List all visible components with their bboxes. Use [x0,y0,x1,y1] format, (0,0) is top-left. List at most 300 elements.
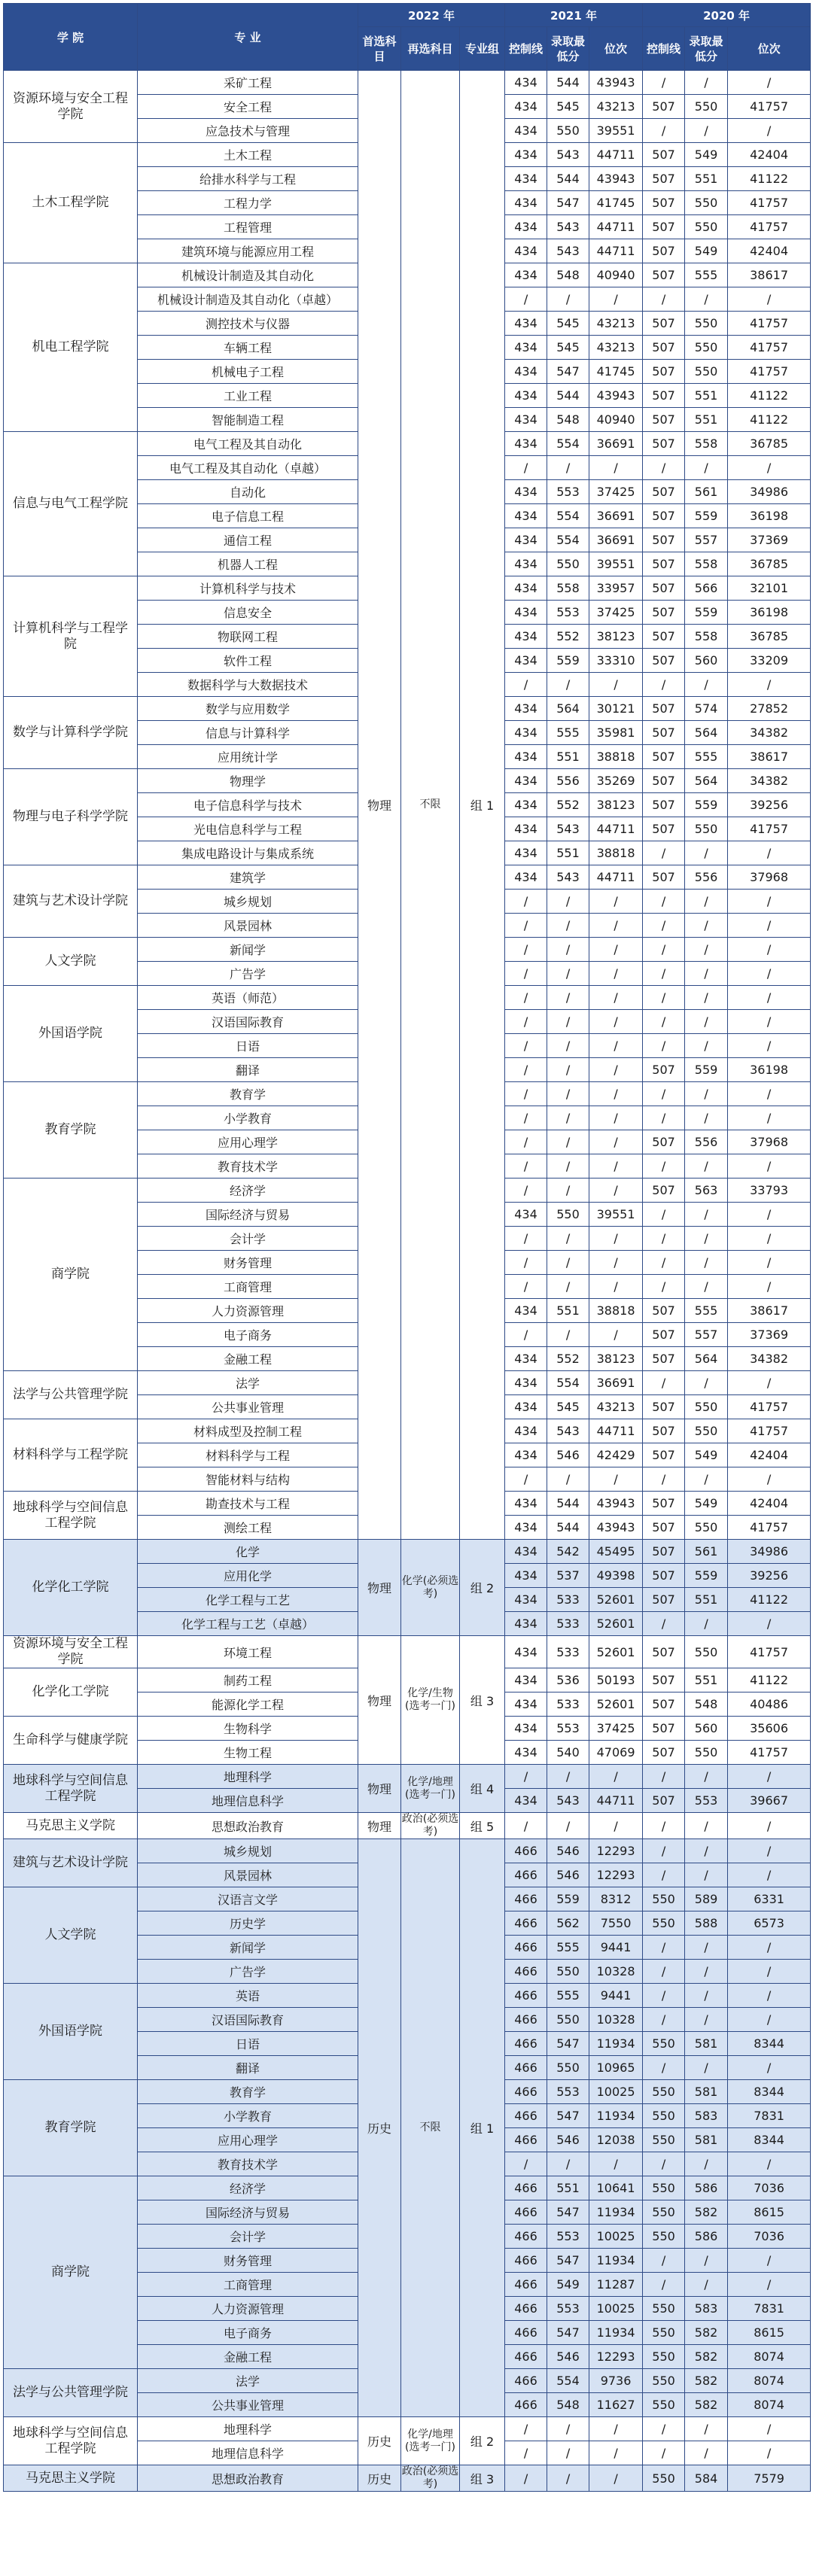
control-line-2021-cell: / [505,1082,547,1106]
rank-2020-cell: 37968 [728,865,811,890]
major-cell: 日语 [138,2032,358,2056]
control-line-2021-cell: / [505,986,547,1010]
college-cell: 教育学院 [4,1082,138,1179]
control-line-2020-cell: / [643,119,685,143]
min-score-2020-cell: / [685,1154,728,1179]
rank-2021-cell: 44711 [589,817,643,841]
rank-2021-cell: 44711 [589,215,643,239]
rank-2020-cell: 36198 [728,504,811,528]
control-line-2020-cell: / [643,1275,685,1299]
control-line-2021-header: 控制线 [505,27,547,71]
min-score-2020-cell: / [685,1203,728,1227]
major-cell: 英语（师范） [138,986,358,1010]
control-line-2021-cell: / [505,1058,547,1082]
rank-2021-cell: 43943 [589,71,643,95]
min-score-2021-cell: 559 [547,1887,589,1911]
rank-2020-cell: 36198 [728,601,811,625]
min-score-2020-cell: 557 [685,528,728,552]
min-score-2020-cell: 559 [685,1564,728,1588]
min-score-2021-cell: 543 [547,215,589,239]
min-score-2021-cell: / [547,2152,589,2176]
reselect-cell: 政治(必须选考) [401,1813,459,1838]
college-cell: 商学院 [4,1179,138,1371]
rank-2020-cell: / [728,1765,811,1789]
control-line-2020-header: 控制线 [643,27,685,71]
major-cell: 广告学 [138,1960,358,1984]
college-header: 学 院 [4,4,138,71]
min-score-2021-cell: 533 [547,1588,589,1612]
min-score-2020-cell: 561 [685,1540,728,1564]
min-score-2020-cell: 564 [685,721,728,745]
college-cell: 法学与公共管理学院 [4,1371,138,1419]
control-line-2021-cell: 466 [505,1887,547,1911]
control-line-2021-cell: 434 [505,143,547,167]
rank-2020-cell: 34986 [728,480,811,504]
min-score-2021-cell: / [547,2441,589,2465]
rank-2021-cell: 44711 [589,865,643,890]
rank-2020-cell: 8074 [728,2369,811,2393]
college-cell: 计算机科学与工程学院 [4,576,138,697]
rank-2021-cell: 47069 [589,1741,643,1765]
min-score-2020-cell: 550 [685,1741,728,1765]
min-score-2020-cell: 583 [685,2104,728,2128]
rank-2020-cell: / [728,1275,811,1299]
min-score-2021-cell: 545 [547,312,589,336]
major-cell: 城乡规划 [138,890,358,914]
major-cell: 小学教育 [138,2104,358,2128]
rank-2020-cell: / [728,287,811,312]
min-score-2020-cell: 583 [685,2297,728,2321]
min-score-2020-cell: 561 [685,480,728,504]
control-line-2020-cell: / [643,2152,685,2176]
rank-2020-cell: 8615 [728,2321,811,2345]
rank-2021-cell: 52601 [589,1636,643,1668]
control-line-2021-cell: / [505,962,547,986]
major-cell: 英语 [138,1984,358,2008]
min-score-2021-cell: 553 [547,2225,589,2249]
major-cell: 化学工程与工艺（卓越） [138,1612,358,1636]
min-score-2020-cell: 550 [685,360,728,384]
first-subject-cell: 历史 [358,1839,401,2417]
min-score-2021-cell: 552 [547,793,589,817]
control-line-2021-cell: 434 [505,1371,547,1395]
control-line-2021-cell: 434 [505,865,547,890]
rank-2021-cell: / [589,1106,643,1130]
control-line-2020-cell: / [643,986,685,1010]
major-cell: 通信工程 [138,528,358,552]
control-line-2021-cell: 466 [505,1839,547,1863]
control-line-2020-cell: / [643,1371,685,1395]
control-line-2021-cell: / [505,1010,547,1034]
control-line-2021-cell: / [505,914,547,938]
control-line-2020-cell: / [643,962,685,986]
major-cell: 人力资源管理 [138,1299,358,1323]
group-cell: 组 1 [460,1839,505,2417]
control-line-2021-cell: 434 [505,1612,547,1636]
first-subject-cell: 物理 [358,1813,401,1839]
min-score-2021-cell: / [547,1467,589,1492]
min-score-2021-cell: 543 [547,239,589,263]
control-line-2021-cell: 434 [505,528,547,552]
control-line-2021-cell: 466 [505,2200,547,2225]
college-cell: 机电工程学院 [4,263,138,432]
rank-2020-cell: / [728,938,811,962]
control-line-2021-cell: 434 [505,191,547,215]
table-row [4,1636,811,1668]
rank-2020-cell: 37968 [728,1130,811,1154]
control-line-2020-cell: 550 [643,2297,685,2321]
rank-2021-cell: 36691 [589,1371,643,1395]
rank-2021-cell: / [589,1813,643,1839]
control-line-2020-cell: / [643,890,685,914]
control-line-2021-cell: 434 [505,1540,547,1564]
min-score-2020-cell: 549 [685,1443,728,1467]
control-line-2020-cell: 550 [643,2032,685,2056]
rank-2020-cell: 7579 [728,2465,811,2492]
major-cell: 地理科学 [138,1765,358,1789]
rank-2021-cell: 11287 [589,2273,643,2297]
control-line-2021-cell: 434 [505,95,547,119]
control-line-2020-cell: / [643,1034,685,1058]
control-line-2021-cell: 434 [505,1419,547,1443]
rank-2021-cell: 10328 [589,2008,643,2032]
table-row [4,1540,811,1564]
control-line-2021-cell: 434 [505,1636,547,1668]
control-line-2020-cell: 507 [643,1323,685,1347]
major-cell: 物理学 [138,769,358,793]
min-score-2021-cell: 550 [547,552,589,576]
control-line-2020-cell: 507 [643,1492,685,1516]
control-line-2021-cell: / [505,1251,547,1275]
college-cell: 马克思主义学院 [4,1813,138,1839]
rank-2021-cell: 36691 [589,432,643,456]
group-header: 专业组 [460,27,505,71]
major-cell: 测绘工程 [138,1516,358,1540]
min-score-2021-cell: 546 [547,1443,589,1467]
control-line-2021-cell: / [505,1154,547,1179]
major-cell: 广告学 [138,962,358,986]
rank-2021-cell: 43943 [589,1492,643,1516]
rank-2020-cell: 39667 [728,1789,811,1813]
min-score-2020-cell: / [685,962,728,986]
rank-2021-cell: 12293 [589,1839,643,1863]
control-line-2020-cell: 507 [643,1692,685,1717]
control-line-2020-cell: 507 [643,697,685,721]
major-cell: 生物科学 [138,1717,358,1741]
control-line-2020-cell: 507 [643,408,685,432]
control-line-2020-cell: 507 [643,625,685,649]
control-line-2020-cell: 507 [643,769,685,793]
min-score-2021-cell: 553 [547,2297,589,2321]
min-score-2021-cell: 546 [547,2345,589,2369]
major-cell: 翻译 [138,1058,358,1082]
college-cell: 人文学院 [4,1887,138,1984]
first-subject-cell: 物理 [358,71,401,1540]
min-score-2020-cell: 574 [685,697,728,721]
control-line-2021-cell: 434 [505,336,547,360]
control-line-2021-cell: 434 [505,1299,547,1323]
min-score-2020-cell: 556 [685,1130,728,1154]
min-score-2020-cell: 586 [685,2176,728,2200]
control-line-2020-cell: 507 [643,432,685,456]
control-line-2020-cell: / [643,2441,685,2465]
control-line-2021-cell: 434 [505,841,547,865]
rank-2021-cell: 43213 [589,1395,643,1419]
rank-2020-cell: / [728,2056,811,2080]
control-line-2020-cell: 550 [643,2080,685,2104]
control-line-2020-cell: 507 [643,312,685,336]
major-cell: 财务管理 [138,2249,358,2273]
rank-2021-cell: 9441 [589,1936,643,1960]
min-score-2021-cell: 555 [547,1984,589,2008]
min-score-2021-cell: / [547,914,589,938]
min-score-2021-cell: 550 [547,1203,589,1227]
control-line-2021-cell: / [505,1034,547,1058]
min-score-2020-cell: 550 [685,1395,728,1419]
rank-2021-cell: 38818 [589,1299,643,1323]
min-score-2021-cell: / [547,962,589,986]
major-cell: 材料成型及控制工程 [138,1419,358,1443]
rank-2021-cell: / [589,962,643,986]
major-cell: 地理信息科学 [138,2441,358,2465]
rank-2020-cell: 41757 [728,1636,811,1668]
control-line-2020-cell: 507 [643,865,685,890]
min-score-2021-cell: 552 [547,1347,589,1371]
rank-2021-cell: 44711 [589,1419,643,1443]
rank-2020-cell: / [728,1082,811,1106]
min-score-2021-cell: / [547,1813,589,1839]
min-score-2021-cell: 550 [547,2056,589,2080]
rank-2020-cell: 6331 [728,1887,811,1911]
control-line-2021-cell: / [505,1323,547,1347]
rank-2020-cell: 8344 [728,2080,811,2104]
control-line-2020-cell: 507 [643,528,685,552]
min-score-2021-cell: 536 [547,1668,589,1692]
min-score-2021-cell: 544 [547,1516,589,1540]
min-score-2021-cell: / [547,986,589,1010]
rank-2021-cell: 52601 [589,1692,643,1717]
rank-2021-cell: 11934 [589,2032,643,2056]
control-line-2021-cell: 434 [505,480,547,504]
major-cell: 金融工程 [138,2345,358,2369]
min-score-2021-cell: 553 [547,480,589,504]
rank-2020-cell: 7036 [728,2176,811,2200]
college-cell: 信息与电气工程学院 [4,432,138,576]
year-2021-header: 2021 年 [505,4,643,27]
min-score-2021-cell: / [547,1010,589,1034]
group-cell: 组 1 [460,71,505,1540]
rank-2021-cell: 35269 [589,769,643,793]
rank-2021-cell: / [589,1179,643,1203]
min-score-2021-cell: / [547,1058,589,1082]
min-score-2020-cell: 563 [685,1179,728,1203]
control-line-2020-cell: / [643,1106,685,1130]
control-line-2020-cell: 507 [643,1668,685,1692]
control-line-2020-cell: 507 [643,1179,685,1203]
control-line-2021-cell: 434 [505,239,547,263]
major-cell: 环境工程 [138,1636,358,1668]
min-score-2020-cell: 559 [685,793,728,817]
rank-2020-cell: / [728,2249,811,2273]
control-line-2020-cell: 507 [643,1419,685,1443]
major-cell: 汉语言文学 [138,1887,358,1911]
min-score-2021-cell: 545 [547,336,589,360]
major-cell: 教育学 [138,2080,358,2104]
table-row [4,1765,811,1789]
major-cell: 风景园林 [138,914,358,938]
control-line-2021-cell: 466 [505,2273,547,2297]
college-cell: 地球科学与空间信息工程学院 [4,1765,138,1813]
control-line-2020-cell: 550 [643,2104,685,2128]
min-score-2020-cell: 560 [685,649,728,673]
min-score-2021-cell: 533 [547,1636,589,1668]
control-line-2021-cell: 466 [505,2008,547,2032]
control-line-2021-cell: 434 [505,793,547,817]
rank-2021-cell: 38123 [589,625,643,649]
min-score-2020-cell: 559 [685,504,728,528]
min-score-2021-cell: 548 [547,408,589,432]
min-score-2021-header: 录取最低分 [547,27,589,71]
control-line-2021-cell: 466 [505,2225,547,2249]
rank-2020-cell: / [728,1371,811,1395]
min-score-2020-cell: / [685,2441,728,2465]
rank-2021-cell: 44711 [589,143,643,167]
rank-2020-cell: 41757 [728,312,811,336]
control-line-2021-cell: 466 [505,2104,547,2128]
control-line-2021-cell: 434 [505,408,547,432]
min-score-2021-cell: 533 [547,1612,589,1636]
rank-2021-cell: / [589,938,643,962]
control-line-2020-cell: / [643,1203,685,1227]
reselect-cell: 化学(必须选考) [401,1540,460,1636]
rank-2020-cell: 41757 [728,1395,811,1419]
college-cell: 教育学院 [4,2080,138,2176]
rank-2021-cell: 45495 [589,1540,643,1564]
min-score-2020-cell: / [685,1010,728,1034]
control-line-2020-cell: 507 [643,239,685,263]
control-line-2020-cell: / [643,1010,685,1034]
major-cell: 土木工程 [138,143,358,167]
rank-2020-cell: 41757 [728,215,811,239]
min-score-2020-cell: / [685,986,728,1010]
table-row [4,2465,811,2492]
major-cell: 国际经济与贸易 [138,2200,358,2225]
rank-2020-cell: / [728,1227,811,1251]
rank-2020-cell: 36785 [728,552,811,576]
control-line-2021-cell: 466 [505,1960,547,1984]
min-score-2020-cell: 564 [685,769,728,793]
control-line-2021-cell: 466 [505,1936,547,1960]
rank-2020-cell: 41122 [728,384,811,408]
major-cell: 机械设计制造及其自动化（卓越） [138,287,358,312]
min-score-2021-cell: / [547,1323,589,1347]
control-line-2021-cell: 434 [505,360,547,384]
control-line-2020-cell: 507 [643,1443,685,1467]
min-score-2020-cell: / [685,1275,728,1299]
college-cell: 资源环境与安全工程学院 [4,1636,138,1668]
min-score-2020-cell: 558 [685,625,728,649]
rank-2020-cell: 41757 [728,191,811,215]
major-cell: 工商管理 [138,1275,358,1299]
rank-2020-cell: 8344 [728,2032,811,2056]
control-line-2020-cell: 507 [643,817,685,841]
rank-2020-cell: 41122 [728,167,811,191]
control-line-2021-cell: / [505,673,547,697]
min-score-2020-cell: 582 [685,2369,728,2393]
rank-2020-cell: 8344 [728,2128,811,2152]
control-line-2020-cell: / [643,287,685,312]
major-cell: 经济学 [138,1179,358,1203]
major-cell: 历史学 [138,1911,358,1936]
min-score-2021-cell: 548 [547,263,589,287]
control-line-2020-cell: 550 [643,2369,685,2393]
control-line-2020-cell: 507 [643,263,685,287]
rank-2020-cell: 38617 [728,263,811,287]
min-score-2020-cell: 550 [685,1636,728,1668]
control-line-2021-cell: 466 [505,1911,547,1936]
control-line-2020-cell: 507 [643,167,685,191]
major-cell: 经济学 [138,2176,358,2200]
min-score-2020-cell: 581 [685,2032,728,2056]
college-cell: 地球科学与空间信息工程学院 [4,2417,138,2465]
min-score-2020-cell: 582 [685,2200,728,2225]
min-score-2020-cell: / [685,841,728,865]
min-score-2021-cell: 553 [547,1717,589,1741]
min-score-2020-cell: 549 [685,1492,728,1516]
rank-2020-cell: 41757 [728,1516,811,1540]
min-score-2021-cell: 537 [547,1564,589,1588]
min-score-2020-cell: / [685,1227,728,1251]
control-line-2021-cell: 434 [505,817,547,841]
major-cell: 公共事业管理 [138,1395,358,1419]
control-line-2021-cell: 434 [505,167,547,191]
control-line-2020-cell: / [643,1251,685,1275]
min-score-2021-cell: / [547,1179,589,1203]
min-score-2020-cell: 551 [685,408,728,432]
control-line-2021-cell: 434 [505,215,547,239]
control-line-2021-cell: / [505,1275,547,1299]
min-score-2021-cell: / [547,1765,589,1789]
rank-2020-cell: 38617 [728,745,811,769]
group-cell: 组 2 [460,2417,505,2465]
min-score-2021-cell: 547 [547,2321,589,2345]
group-cell: 组 3 [460,2465,505,2492]
rank-2020-cell: / [728,1034,811,1058]
control-line-2021-cell: 434 [505,745,547,769]
min-score-2021-cell: 547 [547,2032,589,2056]
control-line-2020-cell: 507 [643,745,685,769]
rank-2021-cell: 42429 [589,1443,643,1467]
min-score-2020-cell: 560 [685,1717,728,1741]
min-score-2021-cell: 553 [547,601,589,625]
min-score-2021-cell: / [547,2465,589,2492]
min-score-2020-cell: / [685,1251,728,1275]
control-line-2020-cell: 507 [643,649,685,673]
rank-2021-cell: 44711 [589,239,643,263]
rank-2021-cell: 7550 [589,1911,643,1936]
college-cell: 化学化工学院 [4,1540,138,1636]
college-cell: 建筑与艺术设计学院 [4,865,138,938]
control-line-2021-cell: 434 [505,1564,547,1588]
min-score-2021-cell: / [547,673,589,697]
major-cell: 信息安全 [138,601,358,625]
rank-2020-cell: 40486 [728,1692,811,1717]
min-score-2020-cell: / [685,2056,728,2080]
college-cell: 商学院 [4,2176,138,2369]
min-score-2021-cell: 559 [547,649,589,673]
rank-2021-cell: 12038 [589,2128,643,2152]
min-score-2021-cell: 546 [547,1863,589,1887]
